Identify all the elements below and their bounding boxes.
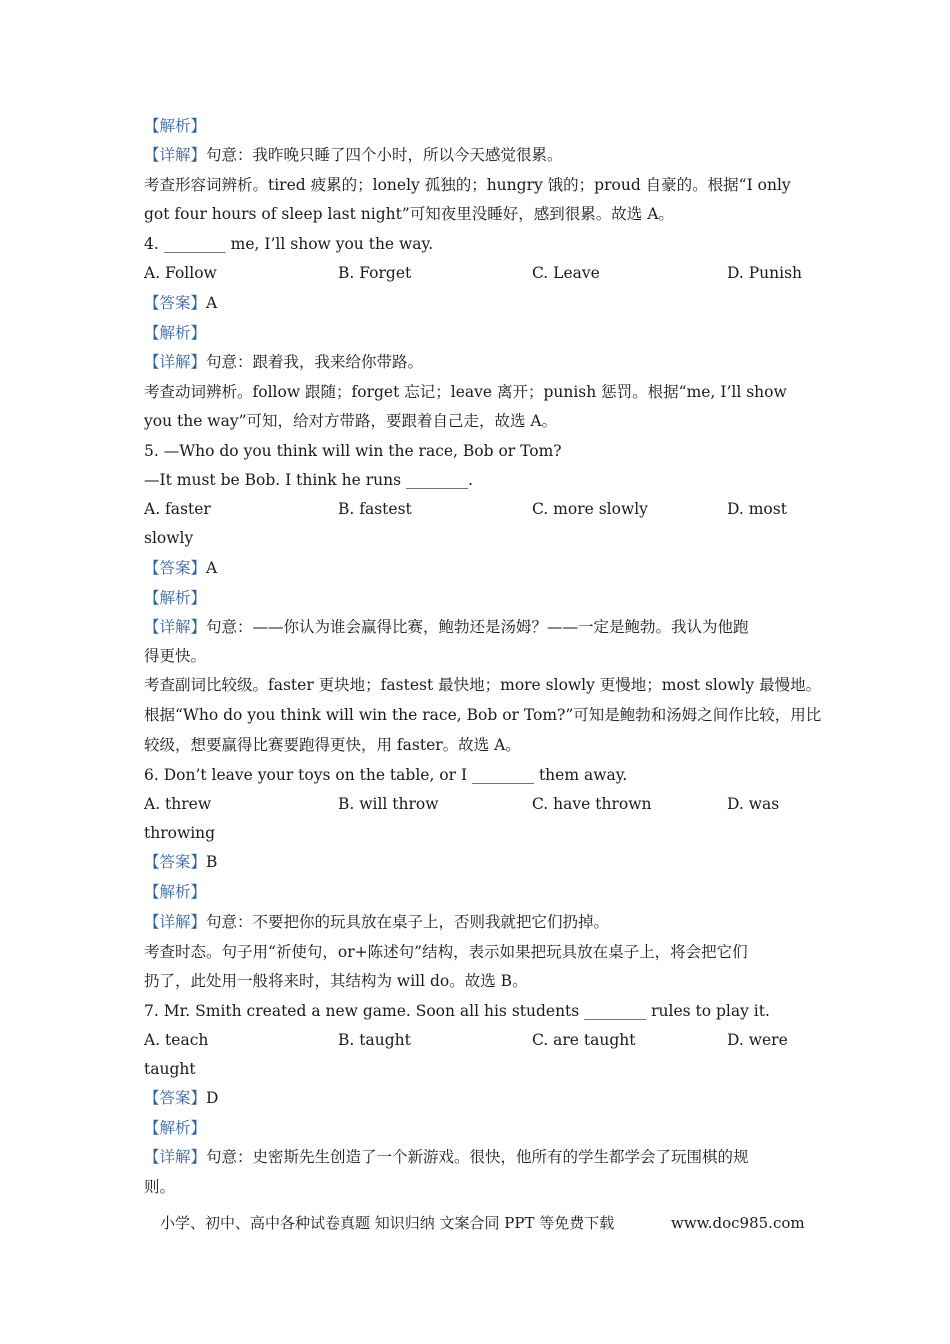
explanation-line: 【详解】句意：跟着我，我来给你带路。 <box>144 353 424 371</box>
answer-line: 【答案】A <box>144 559 218 577</box>
explanation-line: 考查动词辨析。follow 跟随；forget 忘记；leave 离开；punish 惩罚。根据“me, I’ll show <box>144 383 787 401</box>
page-footer <box>160 1213 805 1233</box>
option-c: C. have thrown <box>532 795 652 813</box>
option-d: D. was <box>727 795 780 813</box>
answer-line: 【答案】D <box>144 1089 219 1107</box>
question-4-options <box>144 263 814 283</box>
analysis-label: 【解析】 <box>144 1119 207 1137</box>
explanation-line: 【详解】句意：史密斯先生创造了一个新游戏。很快，他所有的学生都学会了玩围棋的规 <box>144 1148 749 1166</box>
option-a: A. faster <box>144 500 211 518</box>
question-5-reply: —It must be Bob. I think he runs ________. <box>144 471 473 489</box>
explanation-line: 则。 <box>144 1178 176 1196</box>
footer-site-link[interactable]: www.doc985.com <box>671 1214 805 1232</box>
option-a: A. Follow <box>144 264 217 282</box>
explanation-line: 得更快。 <box>144 647 207 665</box>
explanation-line: you the way”可知，给对方带路，要跟着自己走，故选 A。 <box>144 412 558 430</box>
option-a: A. threw <box>144 795 212 813</box>
explanation-line: 【详解】句意：——你认为谁会赢得比赛，鲍勃还是汤姆？——一定是鲍勃。我认为他跑 <box>144 618 749 636</box>
answer-line: 【答案】B <box>144 853 218 871</box>
explanation-line: 根据“Who do you think will win the race, Bob or Tom?”可知是鲍勃和汤姆之间作比较，用比 <box>144 706 822 724</box>
footer-text: 小学、初中、高中各种试卷真题 知识归纳 文案合同 PPT 等免费下载 <box>160 1214 615 1232</box>
option-b: B. fastest <box>338 500 412 518</box>
explanation-line: 考查时态。句子用“祈使句，or+陈述句”结构，表示如果把玩具放在桌子上，将会把它们 <box>144 943 748 961</box>
explanation-line: got four hours of sleep last night”可知夜里没睡好，感到很累。故选 A。 <box>144 205 674 223</box>
option-c: C. are taught <box>532 1031 636 1049</box>
option-d: D. were <box>727 1031 788 1049</box>
question-6: 6. Don’t leave your toys on the table, or I ________ them away. <box>144 766 628 784</box>
analysis-label: 【解析】 <box>144 324 207 342</box>
explanation-line: 扔了，此处用一般将来时，其结构为 will do。故选 B。 <box>144 972 528 990</box>
analysis-label: 【解析】 <box>144 117 207 135</box>
question-5: 5. —Who do you think will win the race, Bob or Tom? <box>144 442 562 460</box>
question-7: 7. Mr. Smith created a new game. Soon all his students ________ rules to play it. <box>144 1002 770 1020</box>
explanation-line: 考查形容词辨析。tired 疲累的；lonely 孤独的；hungry 饿的；proud 自豪的。根据“I only <box>144 176 791 194</box>
option-wrap: throwing <box>144 824 216 842</box>
question-6-options <box>144 794 814 814</box>
option-b: B. Forget <box>338 264 412 282</box>
option-c: C. more slowly <box>532 500 648 518</box>
question-5-options <box>144 499 814 519</box>
question-4: 4. ________ me, I’ll show you the way. <box>144 235 434 253</box>
answer-line: 【答案】A <box>144 294 218 312</box>
option-wrap: taught <box>144 1060 196 1078</box>
option-b: B. taught <box>338 1031 411 1049</box>
option-b: B. will throw <box>338 795 439 813</box>
option-wrap: slowly <box>144 529 194 547</box>
analysis-label: 【解析】 <box>144 883 207 901</box>
explanation-line: 【详解】句意：不要把你的玩具放在桌子上，否则我就把它们扔掉。 <box>144 913 610 931</box>
option-a: A. teach <box>144 1031 209 1049</box>
question-7-options <box>144 1030 814 1050</box>
explanation-line: 考查副词比较级。faster 更块地；fastest 最快地；more slowly 更慢地；most slowly 最慢地。 <box>144 676 822 694</box>
explanation-line: 较级，想要赢得比赛要跑得更快，用 faster。故选 A。 <box>144 736 521 754</box>
option-d: D. Punish <box>727 264 803 282</box>
option-d: D. most <box>727 500 787 518</box>
analysis-label: 【解析】 <box>144 589 207 607</box>
option-c: C. Leave <box>532 264 600 282</box>
explanation-line: 【详解】句意：我昨晚只睡了四个小时，所以今天感觉很累。 <box>144 146 563 164</box>
